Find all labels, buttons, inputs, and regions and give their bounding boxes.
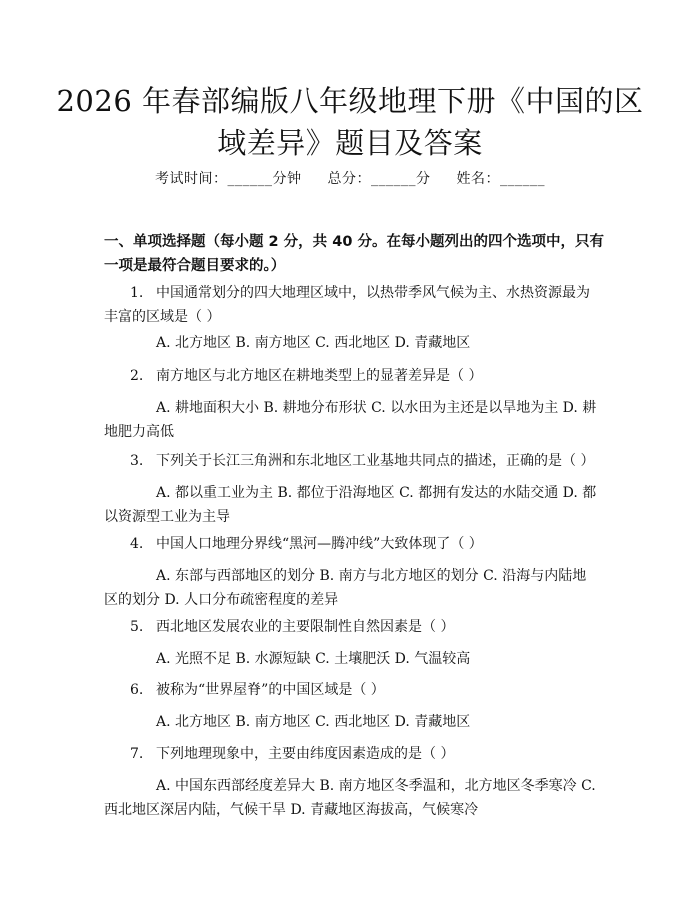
question-text: 中国通常划分的四大地理区域中，以热带季风气候为主、水热资源最为丰富的区域是（ ）	[104, 285, 590, 325]
total-score-field: 总分：______分	[327, 171, 431, 187]
exam-meta-line	[0, 168, 700, 188]
question-5	[104, 615, 599, 639]
question-text: 南方地区与北方地区在耕地类型上的显著差异是（ ）	[156, 368, 483, 384]
question-6	[104, 678, 599, 702]
options-text: A. 北方地区 B. 南方地区 C. 西北地区 D. 青藏地区	[156, 335, 471, 351]
question-number: 1.	[130, 285, 144, 301]
document-title-line-1: 2026 年春部编版八年级地理下册《中国的区	[56, 84, 644, 118]
question-6-options	[104, 710, 599, 734]
section-heading: 一、单项选择题（每小题 2 分，共 40 分。在每小题列出的四个选项中，只有一项是最符合题目要求的。）	[104, 234, 604, 274]
options-text: A. 东部与西部地区的划分 B. 南方与北方地区的划分 C. 沿海与内陆地区的划分 D. 人口分布疏密程度的差异	[104, 568, 587, 608]
question-5-options	[104, 647, 599, 671]
options-text: A. 光照不足 B. 水源短缺 C. 土壤肥沃 D. 气温较高	[156, 651, 471, 667]
question-3-options	[104, 481, 599, 529]
question-text: 西北地区发展农业的主要限制性自然因素是（ ）	[156, 619, 455, 635]
question-4	[104, 532, 599, 556]
question-4-options	[104, 564, 599, 612]
student-name-field: 姓名：______	[456, 171, 545, 187]
options-text: A. 中国东西部经度差异大 B. 南方地区冬季温和，北方地区冬季寒冷 C. 西北地区深居内陆，气候干旱 D. 青藏地区海拔高，气候寒冷	[104, 778, 596, 818]
question-text: 中国人口地理分界线“黑河—腾冲线”大致体现了（ ）	[156, 536, 483, 552]
options-text: A. 都以重工业为主 B. 都位于沿海地区 C. 都拥有发达的水陆交通 D. 都以资源型工业为主导	[104, 485, 597, 525]
options-text: A. 耕地面积大小 B. 耕地分布形状 C. 以水田为主还是以旱地为主 D. 耕地肥力高低	[104, 400, 597, 440]
question-number: 5.	[130, 619, 144, 635]
question-number: 4.	[130, 536, 144, 552]
question-number: 7.	[130, 746, 144, 762]
question-text: 被称为“世界屋脊”的中国区域是（ ）	[156, 682, 385, 698]
question-number: 6.	[130, 682, 144, 698]
question-1-options	[104, 331, 599, 355]
exam-time-field: 考试时间：______分钟	[155, 171, 302, 187]
question-1	[104, 281, 599, 329]
question-3	[104, 449, 599, 473]
question-text: 下列地理现象中，主要由纬度因素造成的是（ ）	[156, 746, 455, 762]
question-7	[104, 742, 599, 766]
document-title-line-2: 域差异》题目及答案	[217, 126, 483, 160]
question-7-options	[104, 774, 599, 822]
question-number: 3.	[130, 453, 144, 469]
question-2	[104, 364, 599, 388]
question-2-options	[104, 396, 599, 444]
question-number: 2.	[130, 368, 144, 384]
options-text: A. 北方地区 B. 南方地区 C. 西北地区 D. 青藏地区	[156, 714, 471, 730]
question-text: 下列关于长江三角洲和东北地区工业基地共同点的描述，正确的是（ ）	[156, 453, 595, 469]
